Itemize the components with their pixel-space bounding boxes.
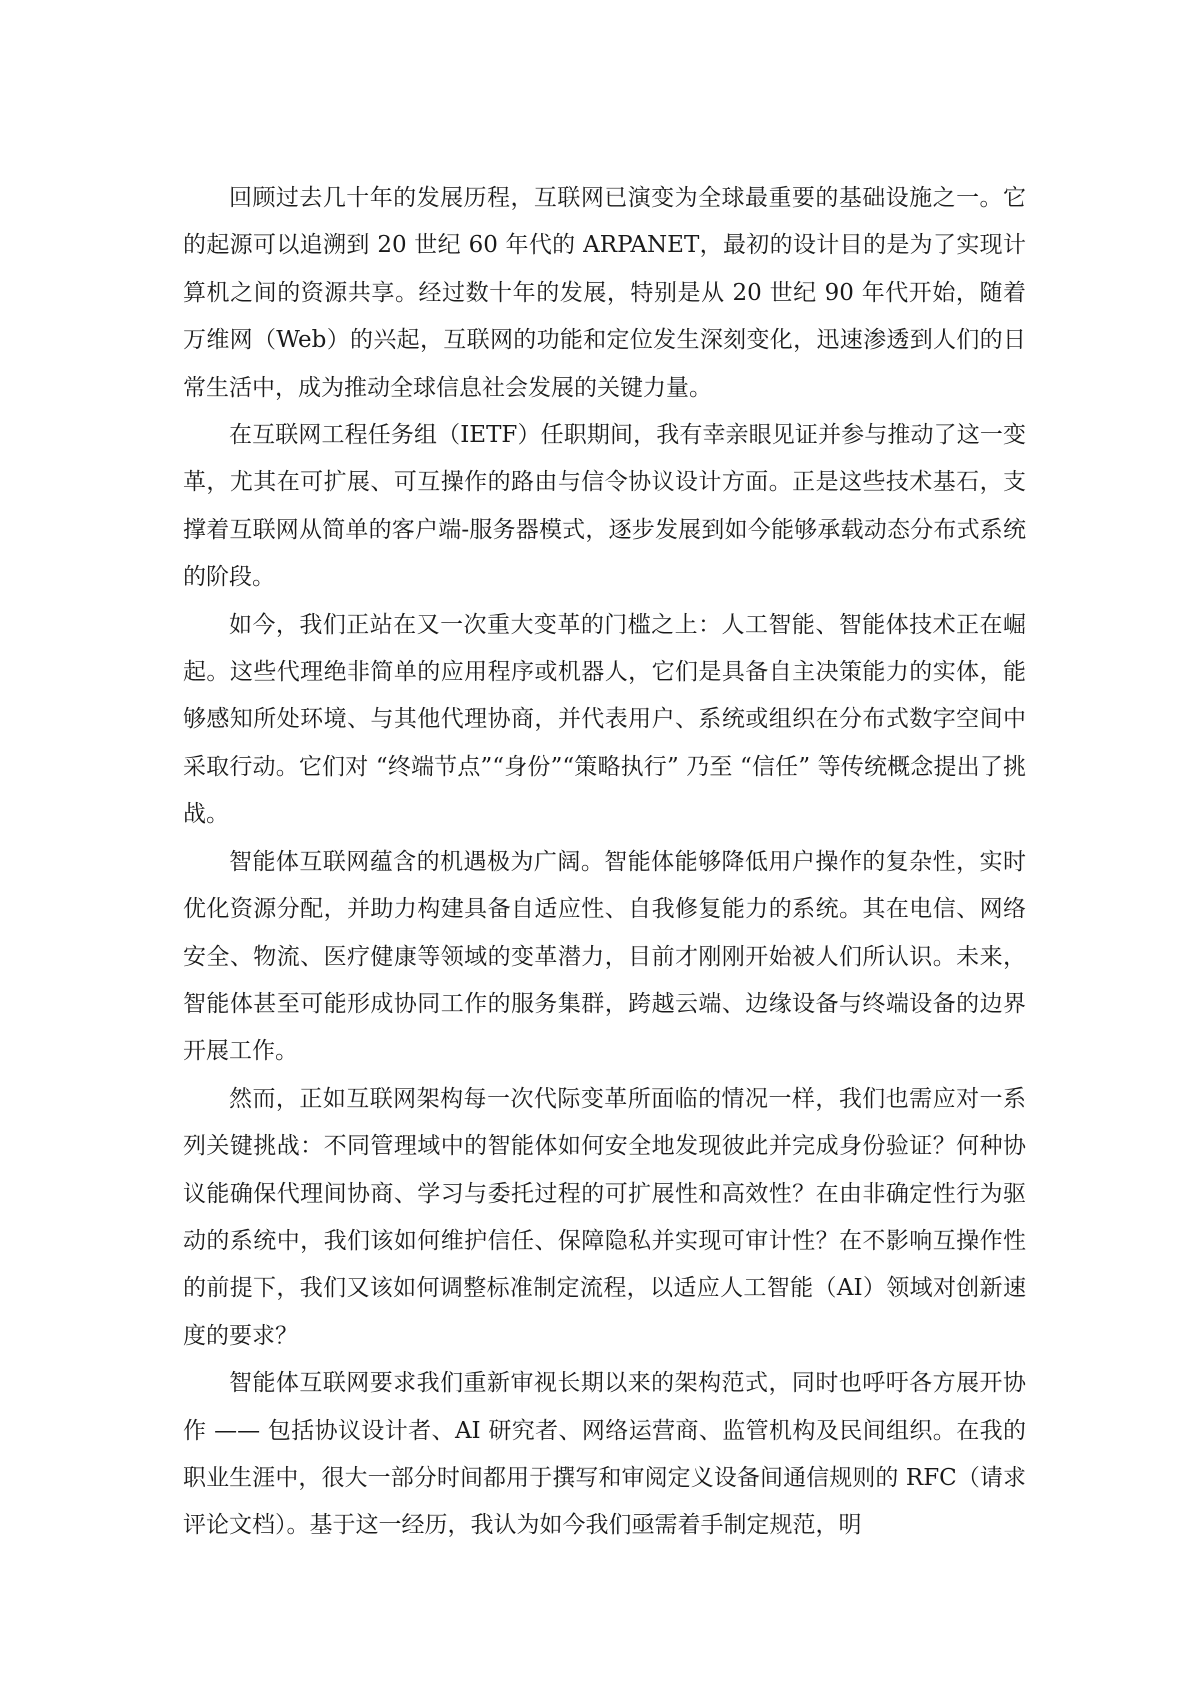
paragraph-ietf-experience: 在互联网工程任务组（IETF）任职期间，我有幸亲眼见证并参与推动了这一变革，尤其在可扩展、可互操作的路由与信令协议设计方面。正是这些技术基石，支撑着互联网从简单的客户端-服务器模式，逐步发展到如今能够承载动态分布式系统的阶段。 <box>183 422 1026 591</box>
document-body <box>183 175 1026 1550</box>
paragraph-internet-history: 回顾过去几十年的发展历程，互联网已演变为全球最重要的基础设施之一。它的起源可以追溯到 20 世纪 60 年代的 ARPANET，最初的设计目的是为了实现计算机之间的资源共享。经过数十年的发展，特别是从 20 世纪 90 年代开始，随着万维网（Web）的兴起，互联网的功能和定位发生深刻变化，迅速渗透到人们的日常生活中，成为推动全球信息社会发展的关键力量。 <box>183 185 1026 401</box>
paragraph-call-for-collaboration: 智能体互联网要求我们重新审视长期以来的架构范式，同时也呼吁各方展开协作 —— 包括协议设计者、AI 研究者、网络运营商、监管机构及民间组织。在我的职业生涯中，很大一部分时间都用于撰写和审阅定义设备间通信规则的 RFC（请求评论文档）。基于这一经历，我认为如今我们亟需着手制定规范，明 <box>183 1370 1026 1539</box>
paragraph-agent-opportunities: 智能体互联网蕴含的机遇极为广阔。智能体能够降低用户操作的复杂性，实时优化资源分配，并助力构建具备自适应性、自我修复能力的系统。其在电信、网络安全、物流、医疗健康等领域的变革潜力，目前才刚刚开始被人们所认识。未来，智能体甚至可能形成协同工作的服务集群，跨越云端、边缘设备与终端设备的边界开展工作。 <box>183 848 1026 1065</box>
paragraph-ai-agents-rise: 如今，我们正站在又一次重大变革的门槛之上：人工智能、智能体技术正在崛起。这些代理绝非简单的应用程序或机器人，它们是具备自主决策能力的实体，能够感知所处环境、与其他代理协商，并代表用户、系统或组织在分布式数字空间中采取行动。它们对 “终端节点”“身份”“策略执行” 乃至 “信任” 等传统概念提出了挑战。 <box>183 611 1026 828</box>
paragraph-key-challenges: 然而，正如互联网架构每一次代际变革所面临的情况一样，我们也需应对一系列关键挑战：不同管理域中的智能体如何安全地发现彼此并完成身份验证？何种协议能确保代理间协商、学习与委托过程的可扩展性和高效性？在由非确定性行为驱动的系统中，我们该如何维护信任、保障隐私并实现可审计性？在不影响互操作性的前提下，我们又该如何调整标准制定流程，以适应人工智能（AI）领域对创新速度的要求？ <box>183 1085 1026 1349</box>
